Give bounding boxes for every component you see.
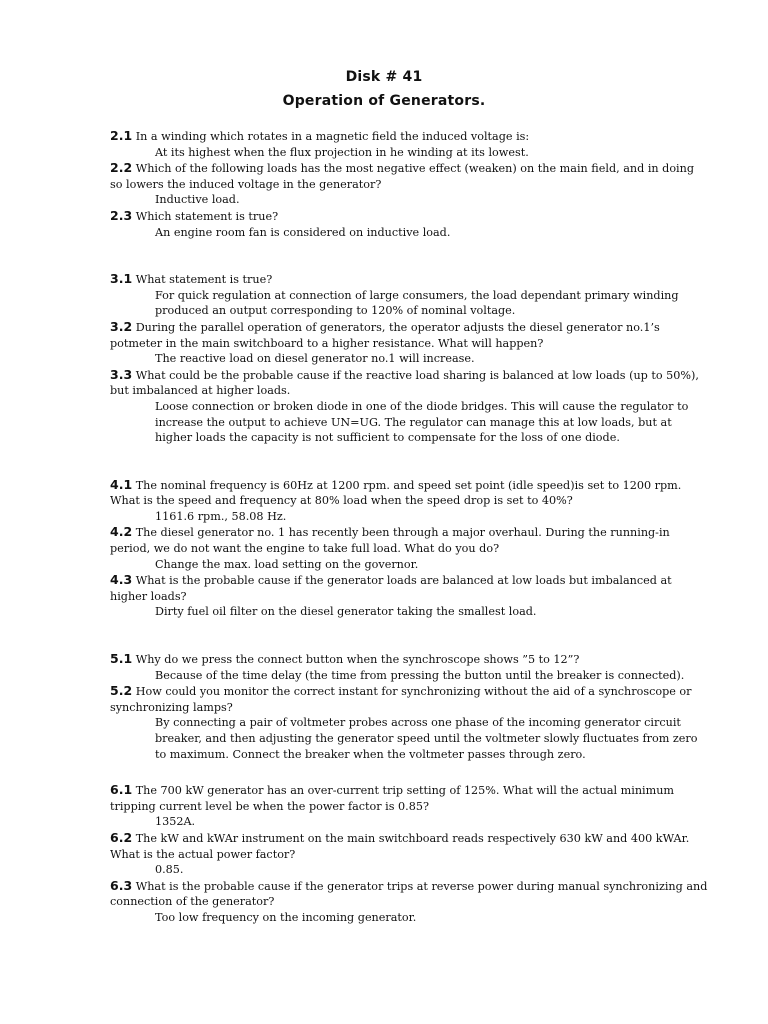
question-2-1 <box>110 128 710 145</box>
question-text: The diesel generator no. 1 has recently been through a major overhaul. During the running-in period, we do not want the engine to take full load. What do you do? <box>110 526 670 556</box>
section-spacer <box>110 620 710 651</box>
question-number: 2.1 <box>110 128 133 143</box>
question-number: 5.1 <box>110 651 133 667</box>
question-text: The nominal frequency is 60Hz at 1200 rpm. and speed set point (idle speed)is set to 1200 rpm. What is the speed and frequency at 80% load when the speed drop is set to 40%? <box>110 478 682 508</box>
section-4 <box>110 477 710 620</box>
question-number: 2.3 <box>110 207 133 223</box>
answer-5-1: Because of the time delay (the time from pressing the button until the breaker is connected). <box>155 668 685 682</box>
question-text: What is the probable cause if the generator trips at reverse power during manual synchronizing and connection of the generator? <box>110 879 708 909</box>
answer-3-3: Loose connection or broken diode in one of the diode bridges. This will cause the regulator to increase the output to achieve UN=UG. The regulator can manage this at low loads, but at higher loads the capacity is not sufficient to compensate for the loss of one diode. <box>155 399 689 445</box>
answer-4-3: Dirty fuel oil filter on the diesel generator taking the smallest load. <box>155 605 537 619</box>
answer-2-2: Inductive load. <box>155 193 240 207</box>
answer-2-3: An engine room fan is considered on inductive load. <box>155 225 451 239</box>
question-text: Which statement is true? <box>132 209 279 223</box>
document-title: Disk # 41 <box>345 69 423 85</box>
question-number: 2.2 <box>110 160 133 176</box>
question-3-2 <box>110 319 710 351</box>
questions-content <box>110 128 710 926</box>
answer-6-1: 1352A. <box>155 815 196 829</box>
answer-6-3: Too low frequency on the incoming generator. <box>155 910 417 924</box>
question-number: 6.3 <box>110 877 133 893</box>
question-number: 4.2 <box>110 524 133 540</box>
answer-6-2: 0.85. <box>155 863 184 877</box>
question-number: 5.2 <box>110 683 133 699</box>
question-number: 4.1 <box>110 476 133 492</box>
question-text: What is the probable cause if the generator loads are balanced at low loads but imbalanced at higher loads? <box>110 574 672 603</box>
question-6-1 <box>110 782 710 814</box>
question-number: 6.1 <box>110 782 133 798</box>
answer-3-1: For quick regulation at connection of large consumers, the load dependant primary winding produced an output corresponding to 120% of nominal voltage. <box>155 288 679 318</box>
question-2-2 <box>110 160 710 192</box>
question-number: 3.1 <box>110 271 133 287</box>
question-number: 4.3 <box>110 572 133 588</box>
section-spacer <box>110 446 710 477</box>
question-text: Why do we press the connect button when the synchroscope shows ”5 to 12”? <box>132 653 580 667</box>
question-text: During the parallel operation of generators, the operator adjusts the diesel generator no.1’s potmeter in the main switchboard to a higher resistance. What will happen? <box>110 320 660 350</box>
question-5-1 <box>110 651 710 668</box>
answer-5-2: By connecting a pair of voltmeter probes across one phase of the incoming generator circuit breaker, and then adjusting the generator speed until the voltmeter slowly fluctuates from zero to maximum. Connect the breaker when the voltmeter passes through zero. <box>155 716 698 761</box>
question-3-1 <box>110 271 710 288</box>
section-2 <box>110 128 710 240</box>
answer-4-1: 1161.6 rpm., 58.08 Hz. <box>155 509 287 523</box>
question-3-3 <box>110 367 710 399</box>
question-4-2 <box>110 524 710 556</box>
question-2-3 <box>110 208 710 225</box>
question-text: What could be the probable cause if the reactive load sharing is balanced at low loads (up to 50%), but imbalanced at higher loads. <box>110 368 699 398</box>
answer-3-2: The reactive load on diesel generator no.1 will increase. <box>155 352 475 366</box>
question-6-2 <box>110 830 710 862</box>
question-number: 3.3 <box>110 366 133 382</box>
section-5 <box>110 651 710 762</box>
question-text: What statement is true? <box>132 273 273 287</box>
question-number: 6.2 <box>110 829 133 845</box>
question-number: 3.2 <box>110 318 133 334</box>
section-spacer <box>110 762 710 782</box>
question-text: How could you monitor the correct instant for synchronizing without the aid of a synchroscope or synchronizing lamps? <box>110 685 692 714</box>
answer-4-2: Change the max. load setting on the governor. <box>155 557 419 571</box>
question-4-1 <box>110 477 710 509</box>
question-text: The kW and kWAr instrument on the main switchboard reads respectively 630 kW and 400 kWAr. What is the actual power factor? <box>110 831 690 861</box>
section-spacer <box>110 240 710 271</box>
question-6-3 <box>110 878 710 910</box>
question-text: In a winding which rotates in a magnetic field the induced voltage is: <box>132 130 530 143</box>
section-6 <box>110 782 710 925</box>
question-4-3 <box>110 572 710 604</box>
question-text: The 700 kW generator has an over-current trip setting of 125%. What will the actual minimum tripping current level be when the power factor is 0.85? <box>110 784 675 813</box>
section-3 <box>110 271 710 446</box>
question-5-2 <box>110 683 710 715</box>
answer-2-1: At its highest when the flux projection in he winding at its lowest. <box>155 145 529 159</box>
document-subtitle: Operation of Generators. <box>282 93 486 109</box>
question-text: Which of the following loads has the most negative effect (weaken) on the main field, and in doing so lowers the induced voltage in the generator? <box>110 162 695 191</box>
